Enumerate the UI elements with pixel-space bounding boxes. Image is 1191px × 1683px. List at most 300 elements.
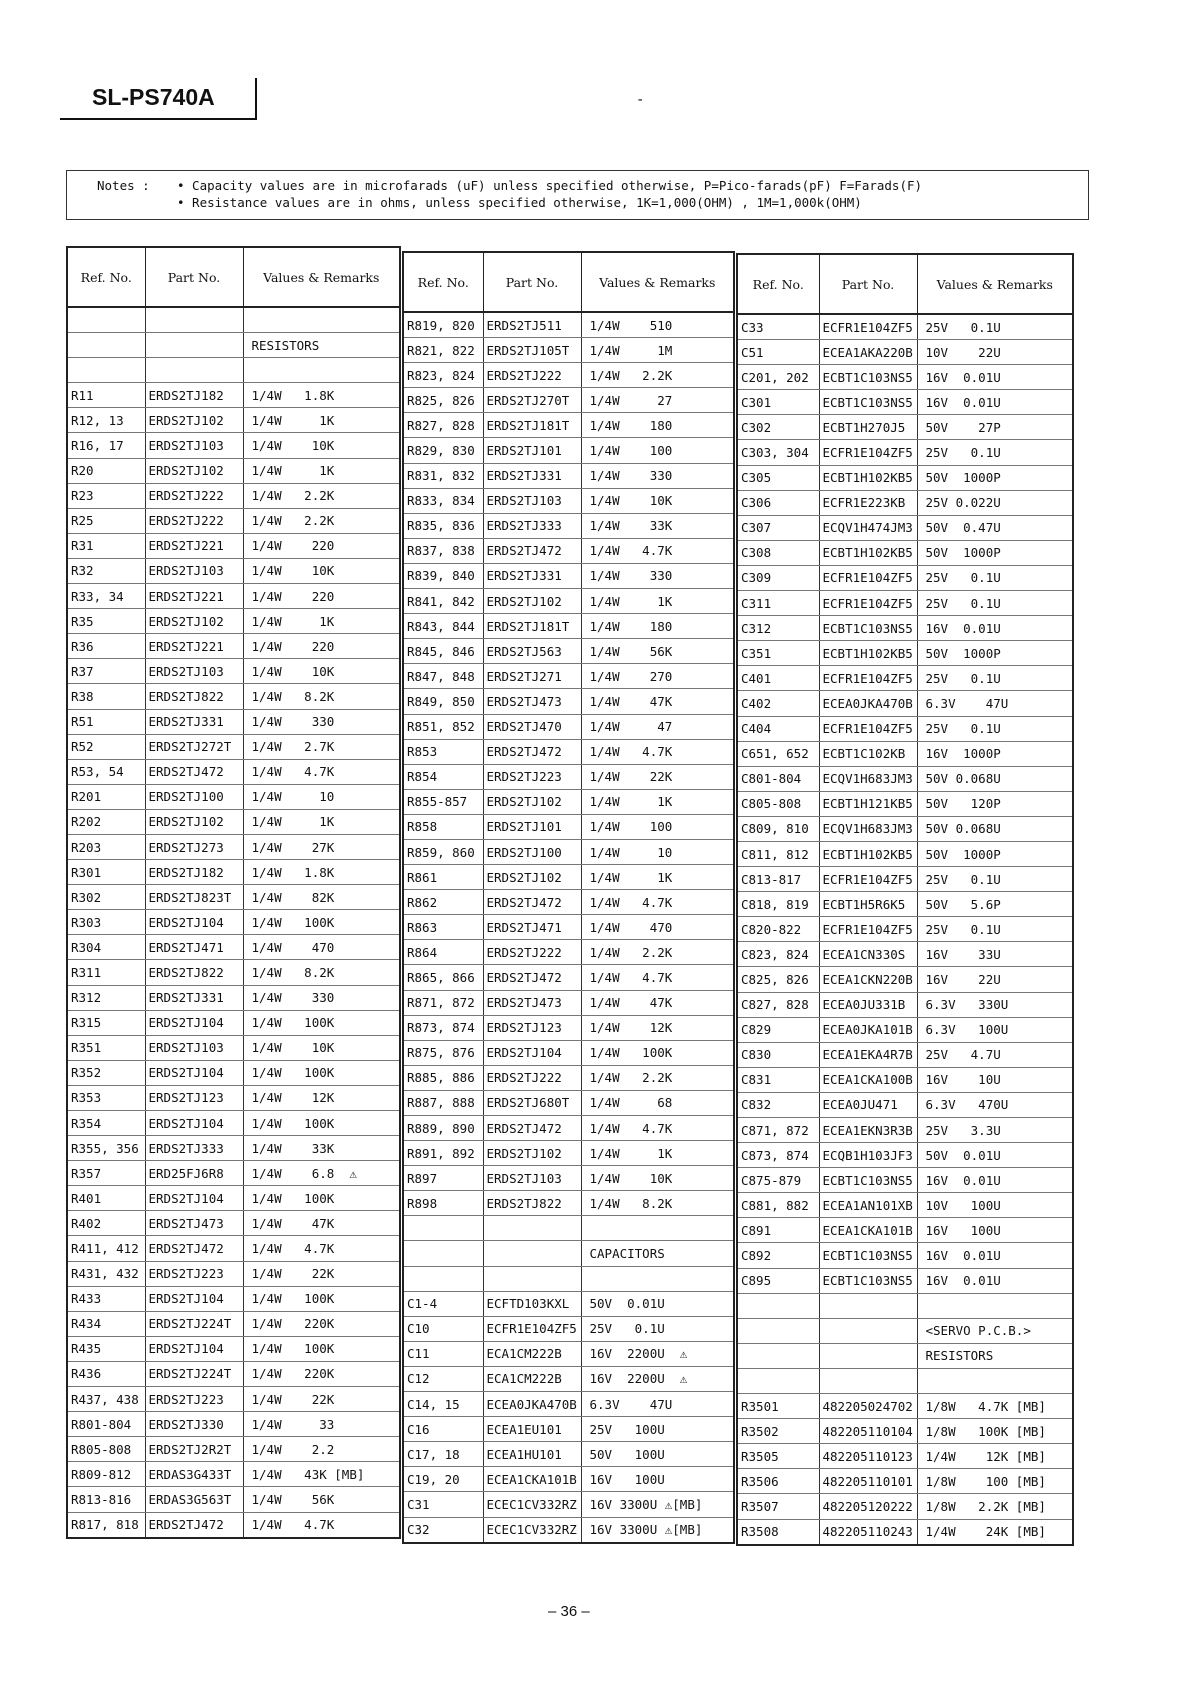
table-row	[737, 1318, 1073, 1343]
value: 16V 0.01U	[917, 1268, 1073, 1293]
ref-no: R3502	[737, 1419, 819, 1444]
value: 50V 0.068U	[917, 816, 1073, 841]
value: 1/4W 22K	[243, 1261, 400, 1286]
value: 1/4W 1K	[581, 1141, 734, 1166]
ref-no: C14, 15	[403, 1392, 483, 1417]
parts-table-1	[66, 246, 401, 1539]
ref-no: R889, 890	[403, 1116, 483, 1141]
table-row	[403, 1266, 734, 1291]
part-no: ECFR1E104ZF5	[819, 716, 917, 741]
ref-no: C809, 810	[737, 816, 819, 841]
value: 25V 0.1U	[917, 591, 1073, 616]
ref-no: C401	[737, 666, 819, 691]
table-row	[403, 1191, 734, 1216]
table-row	[737, 1243, 1073, 1268]
part-no: ECBT1C103NS5	[819, 616, 917, 641]
part-no: ERDS2TJ273	[145, 834, 243, 859]
ref-no: R863	[403, 915, 483, 940]
value: 25V 0.022U	[917, 490, 1073, 515]
table-row	[737, 565, 1073, 590]
part-no: ERDS2TJ222	[483, 363, 581, 388]
table-row	[67, 634, 400, 659]
table-row	[403, 388, 734, 413]
ref-no: C309	[737, 565, 819, 590]
part-no: ECEA1CKA101B	[819, 1218, 917, 1243]
part-no: ERDS2TJ472	[145, 1236, 243, 1261]
value: 50V 1000P	[917, 841, 1073, 866]
value: 1/4W 2.2K	[243, 483, 400, 508]
value: 1/4W 100K	[243, 1010, 400, 1035]
ref-no: R885, 886	[403, 1065, 483, 1090]
value: 16V 22U	[917, 967, 1073, 992]
value: <SERVO P.C.B.>	[917, 1318, 1073, 1343]
value: 1/4W 330	[581, 463, 734, 488]
table-row	[403, 1141, 734, 1166]
value: 1/4W 1.8K	[243, 860, 400, 885]
ref-no: R434	[67, 1311, 145, 1336]
value: 1/4W 33K	[581, 513, 734, 538]
ref-no	[737, 1293, 819, 1318]
part-no: ERDS2TJ102	[145, 809, 243, 834]
part-no	[819, 1293, 917, 1318]
part-no: ECEC1CV332RZ	[483, 1492, 581, 1517]
value: 50V 27P	[917, 415, 1073, 440]
ref-no: R859, 860	[403, 839, 483, 864]
table-row	[67, 1111, 400, 1136]
ref-no	[403, 1266, 483, 1291]
part-no: ERDS2TJ224T	[145, 1361, 243, 1386]
part-no: ECFR1E104ZF5	[819, 867, 917, 892]
table-row	[403, 1467, 734, 1492]
table-row	[67, 1462, 400, 1487]
col-ref-header: Ref. No.	[67, 247, 145, 307]
value: 16V 0.01U	[917, 1243, 1073, 1268]
part-no: ERDS2TJ104	[145, 1010, 243, 1035]
part-no: ERDS2TJ472	[145, 759, 243, 784]
col-values-header: Values & Remarks	[243, 247, 400, 307]
ref-no: C820-822	[737, 917, 819, 942]
ref-no: R301	[67, 860, 145, 885]
part-no: ERDS2TJ221	[145, 634, 243, 659]
ref-no: C881, 882	[737, 1193, 819, 1218]
value: 6.3V 470U	[917, 1092, 1073, 1117]
ref-no: R837, 838	[403, 538, 483, 563]
ref-no: R862	[403, 890, 483, 915]
table-row	[403, 463, 734, 488]
part-no	[483, 1241, 581, 1266]
col-part-header: Part No.	[145, 247, 243, 307]
part-no: ERDS2TJ331	[483, 463, 581, 488]
ref-no: R3508	[737, 1519, 819, 1545]
ref-no: C891	[737, 1218, 819, 1243]
table-row	[403, 965, 734, 990]
value: 1/4W 4.7K	[581, 965, 734, 990]
ref-no: R823, 824	[403, 363, 483, 388]
ref-no	[67, 333, 145, 358]
value: 1/4W 1K	[243, 609, 400, 634]
ref-no: C19, 20	[403, 1467, 483, 1492]
table-row	[67, 533, 400, 558]
part-no: ERDS2TJ221	[145, 533, 243, 558]
ref-no: R854	[403, 764, 483, 789]
part-no: 482205110123	[819, 1444, 917, 1469]
table-row	[67, 1236, 400, 1261]
part-no: ERDS2TJ221	[145, 584, 243, 609]
value: 1/4W 2.2K	[581, 363, 734, 388]
ref-no: R16, 17	[67, 433, 145, 458]
table-row	[67, 1136, 400, 1161]
value: 1/4W 2.2K	[581, 1065, 734, 1090]
col-ref-header: Ref. No.	[737, 254, 819, 314]
table-row	[67, 408, 400, 433]
value: 25V 0.1U	[581, 1316, 734, 1341]
table-row	[403, 513, 734, 538]
ref-no: C827, 828	[737, 992, 819, 1017]
part-no: ERDS2TJ333	[483, 513, 581, 538]
value: 1/8W 4.7K [MB]	[917, 1394, 1073, 1419]
ref-no: C16	[403, 1417, 483, 1442]
table-row	[403, 689, 734, 714]
ref-no: R817, 818	[67, 1512, 145, 1538]
ref-no: R887, 888	[403, 1090, 483, 1115]
ref-no: R31	[67, 533, 145, 558]
ref-no: C818, 819	[737, 892, 819, 917]
part-no: ERDS2TJ680T	[483, 1090, 581, 1115]
col-values-header: Values & Remarks	[581, 252, 734, 312]
table-row	[737, 1168, 1073, 1193]
part-no: ECQV1H683JM3	[819, 816, 917, 841]
ref-no: R873, 874	[403, 1015, 483, 1040]
ref-no: R51	[67, 709, 145, 734]
table-row	[67, 508, 400, 533]
value: 1/4W 43K [MB]	[243, 1462, 400, 1487]
part-no: ERDS2TJ182	[145, 383, 243, 408]
table-row	[67, 1211, 400, 1236]
ref-no: R898	[403, 1191, 483, 1216]
ref-no: C831	[737, 1067, 819, 1092]
value: 1/4W 27K	[243, 834, 400, 859]
value: 6.3V 47U	[581, 1392, 734, 1417]
part-no: ERDS2TJ100	[483, 839, 581, 864]
value: 1/4W 1M	[581, 338, 734, 363]
part-no: ECBT1C102KB	[819, 741, 917, 766]
table-row	[403, 639, 734, 664]
part-no	[145, 358, 243, 383]
part-no: ECEA1HU101	[483, 1442, 581, 1467]
ref-no: C651, 652	[737, 741, 819, 766]
ref-no	[67, 358, 145, 383]
ref-no: R37	[67, 659, 145, 684]
part-no: ERDS2TJ222	[483, 1065, 581, 1090]
ref-no: R865, 866	[403, 965, 483, 990]
part-no: ERDS2TJ222	[483, 940, 581, 965]
part-no: ERDS2TJ271	[483, 664, 581, 689]
ref-no: R411, 412	[67, 1236, 145, 1261]
value: 1/4W 10K	[581, 488, 734, 513]
table-row	[67, 1412, 400, 1437]
value: 1/4W 270	[581, 664, 734, 689]
part-no: ERDS2TJ331	[483, 563, 581, 588]
table-row	[403, 1241, 734, 1266]
table-row	[737, 365, 1073, 390]
value: 1/4W 1K	[243, 809, 400, 834]
table-row	[67, 910, 400, 935]
value: 1/4W 10K	[581, 1166, 734, 1191]
value: 1/4W 10	[243, 784, 400, 809]
ref-no: R312	[67, 985, 145, 1010]
table-row	[403, 363, 734, 388]
ref-no: C11	[403, 1341, 483, 1366]
part-no: ERDS2TJ104	[145, 1186, 243, 1211]
table-row	[403, 789, 734, 814]
value: 1/4W 4.7K	[243, 1512, 400, 1538]
part-no: ERDS2TJ102	[483, 789, 581, 814]
ref-no: R203	[67, 834, 145, 859]
ref-no	[737, 1343, 819, 1368]
table-row	[67, 759, 400, 784]
table-row	[403, 589, 734, 614]
ref-no: R36	[67, 634, 145, 659]
ref-no: R20	[67, 458, 145, 483]
value: 25V 0.1U	[917, 440, 1073, 465]
part-no: ERDS2TJ472	[483, 739, 581, 764]
part-no: ECBT1C103NS5	[819, 365, 917, 390]
table-row	[67, 383, 400, 408]
ref-no: R304	[67, 935, 145, 960]
table-row	[403, 438, 734, 463]
part-no: ECEA1CKA100B	[819, 1067, 917, 1092]
value: 1/4W 47K	[581, 990, 734, 1015]
value: 1/4W 100	[581, 438, 734, 463]
ref-no: R809-812	[67, 1462, 145, 1487]
ref-no: R401	[67, 1186, 145, 1211]
ref-no: R827, 828	[403, 413, 483, 438]
table-row	[403, 839, 734, 864]
ref-no: C871, 872	[737, 1118, 819, 1143]
ref-no: R52	[67, 734, 145, 759]
part-no: ECEA0JKA470B	[483, 1392, 581, 1417]
ref-no: C307	[737, 515, 819, 540]
part-no: ECBT1H270J5	[819, 415, 917, 440]
ref-no: R23	[67, 483, 145, 508]
table-row	[737, 415, 1073, 440]
table-row	[737, 1042, 1073, 1067]
table-row	[67, 809, 400, 834]
col-part-header: Part No.	[819, 254, 917, 314]
part-no: ECFR1E104ZF5	[819, 565, 917, 590]
value: 6.3V 100U	[917, 1017, 1073, 1042]
value: 16V 3300U ⚠[MB]	[581, 1517, 734, 1543]
ref-no: R3506	[737, 1469, 819, 1494]
value: 50V 0.01U	[581, 1291, 734, 1316]
ref-no: C404	[737, 716, 819, 741]
value: CAPACITORS	[581, 1241, 734, 1266]
table-row	[403, 413, 734, 438]
table-row	[737, 1017, 1073, 1042]
table-row	[67, 609, 400, 634]
part-no: ERDS2TJ2R2T	[145, 1437, 243, 1462]
value: 25V 0.1U	[917, 867, 1073, 892]
value: 1/4W 10	[581, 839, 734, 864]
value: 50V 100U	[581, 1442, 734, 1467]
value: 1/4W 12K [MB]	[917, 1444, 1073, 1469]
part-no: ERDS2TJ103	[145, 433, 243, 458]
table-row	[737, 314, 1073, 340]
value: 1/4W 4.7K	[243, 759, 400, 784]
ref-no: R891, 892	[403, 1141, 483, 1166]
table-row	[67, 1487, 400, 1512]
part-no: ECEA1AN101XB	[819, 1193, 917, 1218]
part-no: ERDS2TJ224T	[145, 1311, 243, 1336]
table-row	[67, 1161, 400, 1186]
part-no: ECFR1E104ZF5	[819, 440, 917, 465]
part-no: ECEA1CKA101B	[483, 1467, 581, 1492]
value: 1/4W 180	[581, 413, 734, 438]
value: 16V 100U	[917, 1218, 1073, 1243]
table-row	[737, 1394, 1073, 1419]
value: 50V 1000P	[917, 465, 1073, 490]
part-no	[145, 307, 243, 333]
value: 1/4W 4.7K	[581, 739, 734, 764]
part-no: ECEA1AKA220B	[819, 340, 917, 365]
table-row	[67, 307, 400, 333]
part-no: ECFR1E104ZF5	[819, 917, 917, 942]
part-no: ERDS2TJ272T	[145, 734, 243, 759]
value: 16V 2200U ⚠	[581, 1341, 734, 1366]
table-row	[737, 641, 1073, 666]
part-no: ECEA1CKN220B	[819, 967, 917, 992]
part-no: ERDS2TJ331	[145, 985, 243, 1010]
ref-no: R35	[67, 609, 145, 634]
table-row	[403, 1392, 734, 1417]
value: 25V 0.1U	[917, 716, 1073, 741]
part-no: ECEA0JKA470B	[819, 691, 917, 716]
ref-no: R855-857	[403, 789, 483, 814]
value: 1/4W 100K	[243, 1286, 400, 1311]
value: 1/4W 33K	[243, 1136, 400, 1161]
value: 16V 0.01U	[917, 616, 1073, 641]
ref-no: C51	[737, 340, 819, 365]
ref-no: C308	[737, 540, 819, 565]
value: 1/4W 220	[243, 634, 400, 659]
value: 1/4W 100K	[243, 1336, 400, 1361]
ref-no: R53, 54	[67, 759, 145, 784]
value: 50V 1000P	[917, 641, 1073, 666]
table-row	[403, 538, 734, 563]
table-row	[403, 1341, 734, 1366]
part-no	[819, 1343, 917, 1368]
ref-no: R805-808	[67, 1437, 145, 1462]
table-row	[67, 935, 400, 960]
table-row	[403, 915, 734, 940]
table-row	[737, 1193, 1073, 1218]
value: 1/4W 1K	[243, 408, 400, 433]
ref-no: C305	[737, 465, 819, 490]
value: 16V 3300U ⚠[MB]	[581, 1492, 734, 1517]
table-row	[67, 1311, 400, 1336]
table-row	[737, 917, 1073, 942]
value: 16V 0.01U	[917, 390, 1073, 415]
value	[581, 1266, 734, 1291]
part-no	[483, 1216, 581, 1241]
value: 16V 1000P	[917, 741, 1073, 766]
ref-no: R801-804	[67, 1412, 145, 1437]
part-no: ECEA0JKA101B	[819, 1017, 917, 1042]
table-row	[403, 1216, 734, 1241]
part-no: ECBT1H102KB5	[819, 540, 917, 565]
ref-no: C306	[737, 490, 819, 515]
table-row	[403, 488, 734, 513]
table-row	[737, 942, 1073, 967]
part-no: 482205024702	[819, 1394, 917, 1419]
table-row	[67, 1010, 400, 1035]
value	[917, 1368, 1073, 1393]
value: 1/4W 10K	[243, 1035, 400, 1060]
value: 25V 0.1U	[917, 314, 1073, 340]
part-no: ERDS2TJ104	[145, 1111, 243, 1136]
value: 1/4W 22K	[243, 1387, 400, 1412]
ref-no: C805-808	[737, 791, 819, 816]
value: 1/4W 2.2K	[243, 508, 400, 533]
table-row	[403, 1442, 734, 1467]
ref-no: C829	[737, 1017, 819, 1042]
part-no: ERDS2TJ182	[145, 860, 243, 885]
value: 1/4W 22K	[581, 764, 734, 789]
value: 10V 100U	[917, 1193, 1073, 1218]
table-row	[403, 1517, 734, 1543]
ref-no: R897	[403, 1166, 483, 1191]
value: RESISTORS	[243, 333, 400, 358]
ref-no: R825, 826	[403, 388, 483, 413]
table-row	[737, 691, 1073, 716]
value: 1/8W 100 [MB]	[917, 1469, 1073, 1494]
part-no: ERDS2TJ101	[483, 438, 581, 463]
table-row	[403, 1166, 734, 1191]
table-row	[403, 614, 734, 639]
ref-no: C10	[403, 1316, 483, 1341]
ref-no: C31	[403, 1492, 483, 1517]
part-no: ERDS2TJ472	[483, 1116, 581, 1141]
part-no: ERDS2TJ333	[145, 1136, 243, 1161]
value: 1/4W 220	[243, 533, 400, 558]
part-no: ERDS2TJ223	[483, 764, 581, 789]
table-row	[737, 867, 1073, 892]
table-row	[403, 940, 734, 965]
ref-no: C12	[403, 1366, 483, 1391]
ref-no: C811, 812	[737, 841, 819, 866]
value: 50V 0.47U	[917, 515, 1073, 540]
value: 50V 1000P	[917, 540, 1073, 565]
table-row	[737, 515, 1073, 540]
table-row	[67, 1512, 400, 1538]
part-no: ERDS2TJ473	[483, 990, 581, 1015]
value: 1/4W 4.7K	[581, 1116, 734, 1141]
part-no: ERDS2TJ822	[145, 684, 243, 709]
part-no: ERDS2TJ511	[483, 312, 581, 338]
value: 1/4W 6.8 ⚠	[243, 1161, 400, 1186]
part-no: ECBT1H102KB5	[819, 641, 917, 666]
table-row	[737, 1519, 1073, 1545]
table-row	[737, 741, 1073, 766]
table-row	[737, 1218, 1073, 1243]
table-row	[403, 1417, 734, 1442]
value: 50V 0.068U	[917, 766, 1073, 791]
value: 1/4W 2.2K	[581, 940, 734, 965]
value: 50V 0.01U	[917, 1143, 1073, 1168]
part-no: 482205110104	[819, 1419, 917, 1444]
value: 1/4W 470	[243, 935, 400, 960]
header-mark: -	[636, 92, 645, 108]
